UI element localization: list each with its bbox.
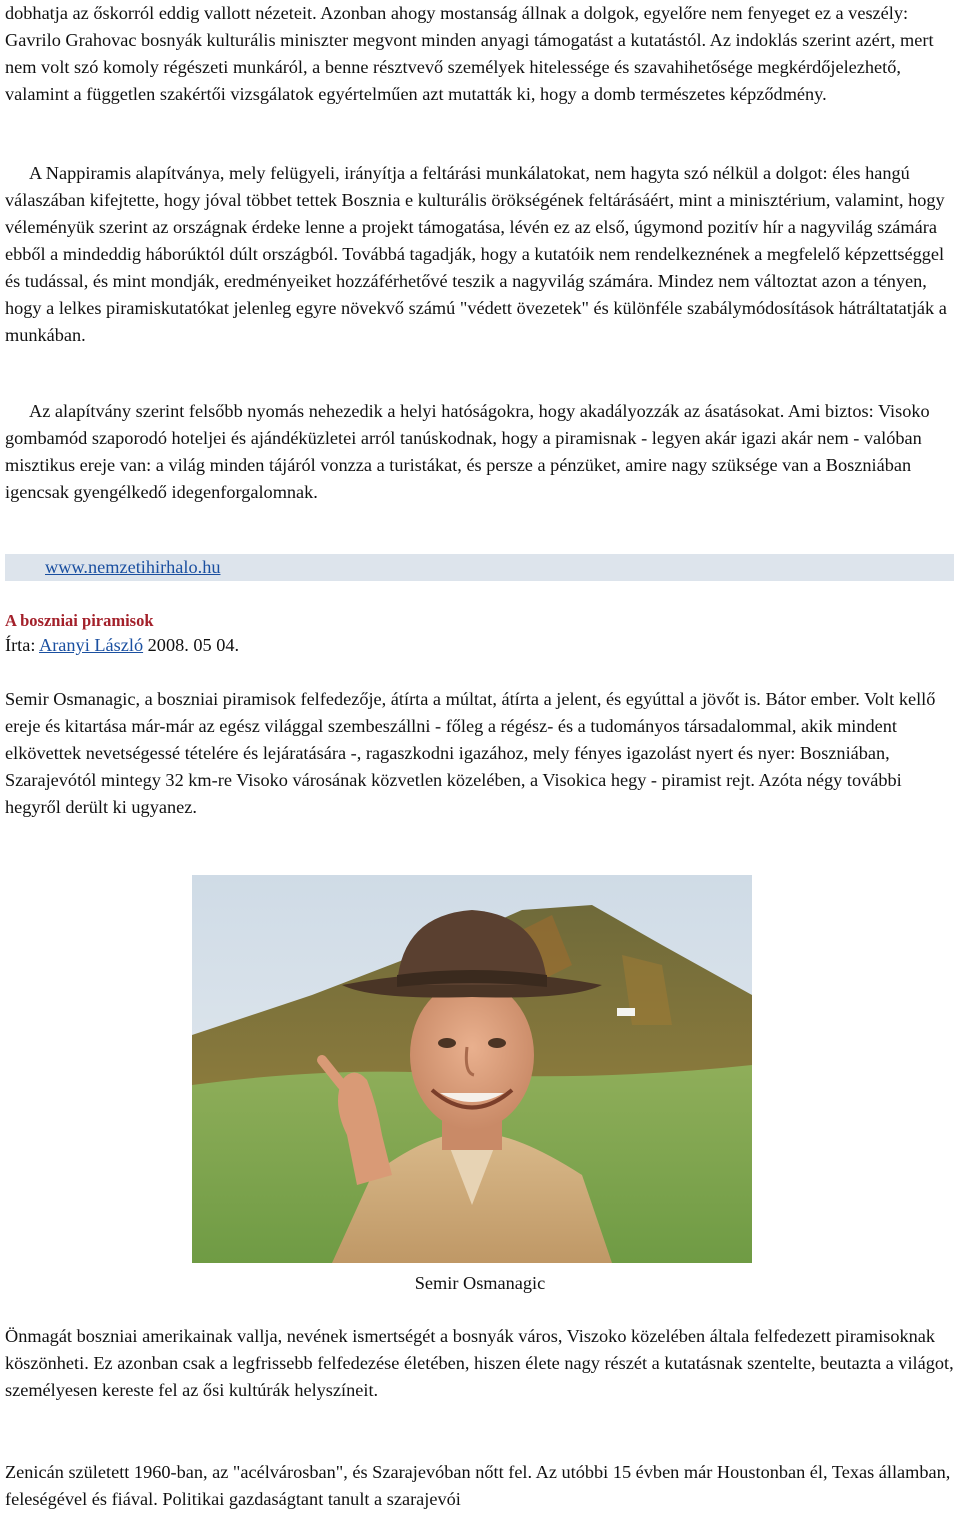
byline	[5, 632, 239, 659]
paragraph: Semir Osmanagic, a boszniai piramisok felfedezője, átírta a múltat, átírta a jelent, és egyúttal a jövőt is. Bátor ember. Volt kellő ereje és kitartása már-már az egész világgal szembeszállni - főleg a régész- és a tudományos társadalommal, akik mindent elkövettek nevetségessé tételére és lejáratására -, ragaszkodni igazához, mely fényes igazolást nyert és nyer: Boszniában, Szarajevótól mintegy 32 km-re Visoko városának közvetlen közelében, a Visokica hegy - piramist rejt. Azóta négy további hegyről derült ki ugyanez.	[5, 689, 936, 817]
paragraph: dobhatja az őskorról eddig vallott nézeteit. Azonban ahogy mostanság állnak a dolgok, egyelőre nem fenyeget ez a veszély: Gavrilo Grahovac bosnyák kulturális miniszter megvont minden anyagi támogatást a kutatástól. Az indoklás szerint azért, mert nem volt szó komoly régészeti munkáról, a benne résztvevő személyek hitelessége és szavahihetősége megkérdőjelezhető, valamint a független szakértői vizsgálatok egyértelműen azt mutatták ki, hogy a domb természetes képződmény.	[5, 3, 934, 104]
source-link[interactable]: www.nemzetihirhalo.hu	[45, 557, 221, 577]
author-link[interactable]: Aranyi László	[39, 635, 144, 655]
byline-prefix: Írta:	[5, 635, 40, 655]
article-date: 2008. 05 04.	[143, 635, 240, 655]
portrait-photo	[192, 875, 752, 1263]
source-bar	[5, 554, 954, 581]
paragraph: A Nappiramis alapítványa, mely felügyeli, irányítja a feltárási munkálatokat, nem hagyta szó nélkül a dolgot: éles hangú válaszában kifejtette, hogy jóval többet tettek Bosznia e kulturális örökségének feltárásáért, mint a minisztérium, valamint, hogy véleményük szerint az országnak érdeke lenne a projekt támogatása, lévén ez az első, úgymond pozitív hír a nagyvilág számára ebből a mindeddig háborúktól dúlt országból. Továbbá tagadják, hogy a kutatóik nem rendelkeznének a megfelelő képzettséggel és tudással, és mint mondják, eredményeiket hozzáférhetővé teszik a nagyvilág számára. Mindez nem változtat azon a tényen, hogy a lelkes piramiskutatókat jelenleg egyre növekvő számú "védett övezetek" és különféle szabálymódosítások hátráltatatják a munkában.	[5, 163, 947, 345]
paragraph: Zenicán született 1960-ban, az "acélvárosban", és Szarajevóban nőtt fel. Az utóbbi 15 évben már Houstonban él, Texas államban, feleségével és fiával. Politikai gazdaságtant tanult a szarajevói	[5, 1462, 951, 1509]
article-title: A boszniai piramisok	[5, 611, 154, 630]
paragraph: Önmagát boszniai amerikainak vallja, nevének ismertségét a bosnyák város, Viszoko közelében általa felfedezett piramisoknak köszönheti. Ez azonban csak a legfrissebb felfedezése életében, hiszen élete nagy részét a kutatásnak szentelte, beutazta a világot, személyesen kereste fel az ősi kultúrák helyszíneit.	[5, 1326, 954, 1400]
photo-caption: Semir Osmanagic	[414, 1273, 546, 1293]
paragraph: Az alapítvány szerint felsőbb nyomás nehezedik a helyi hatóságokra, hogy akadályozzák az ásatásokat. Ami biztos: Visoko gombamód szaporodó hoteljei és ajándéküzletei arról tanúskodnak, hogy a piramisnak - legyen akár igazi akár nem - valóban misztikus ereje van: a világ minden tájáról vonzza a turistákat, és persze a pénzüket, amire nagy szüksége van a Boszniában igencsak gyengélkedő idegenforgalomnak.	[5, 401, 930, 502]
